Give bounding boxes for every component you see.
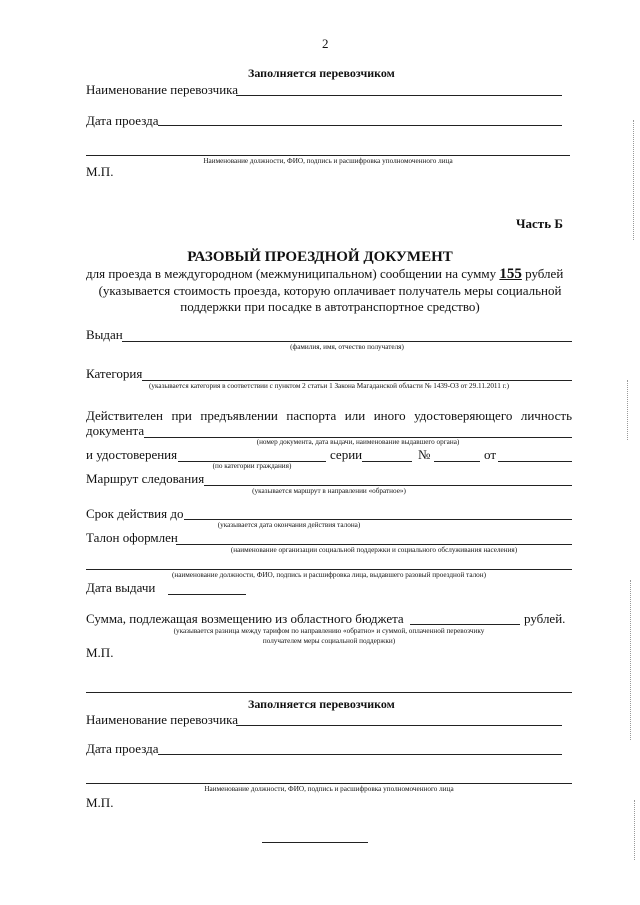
scan-edge-dots (627, 380, 628, 440)
closing-rule (262, 842, 368, 843)
bottom-signature-line[interactable] (86, 783, 572, 784)
issued-by-caption: (наименование организации социальной поддержки и социального обслуживания населения) (230, 546, 518, 554)
scan-edge-dots (633, 120, 634, 240)
series-field[interactable] (362, 461, 412, 462)
bottom-trip-date-label: Дата проезда (86, 741, 159, 756)
category-label: Категория (86, 366, 143, 381)
route-label: Маршрут следования (86, 471, 205, 486)
document-label: документа (86, 423, 145, 438)
doc-line1-before: для проезда в междугородном (межмуниципальном) сообщении на сумму (86, 266, 497, 281)
bottom-stamp: М.П. (86, 795, 114, 810)
issued-label: Выдан (86, 327, 123, 342)
reimburse-label: Сумма, подлежащая возмещению из областного бюджета (86, 611, 404, 626)
issuer-sign-line[interactable] (86, 569, 572, 570)
issue-date-label: Дата выдачи (86, 580, 156, 595)
top-signature-line[interactable] (86, 155, 570, 156)
valid-until-field[interactable] (184, 519, 572, 520)
number-field[interactable] (434, 461, 480, 462)
doc-line1 (86, 266, 563, 283)
scan-edge-dots (634, 800, 635, 860)
issued-by-field[interactable] (176, 544, 572, 545)
document-title: РАЗОВЫЙ ПРОЕЗДНОЙ ДОКУМЕНТ (187, 249, 453, 265)
valid-until-label: Срок действия до (86, 506, 184, 521)
top-carrier-name-field[interactable] (236, 95, 562, 96)
bottom-signature-caption: Наименование должности, ФИО, подпись и расшифровка уполномоченного лица (204, 785, 454, 793)
bottom-carrier-heading: Заполняется перевозчиком (248, 697, 395, 711)
doc-amount: 155 (499, 266, 522, 282)
issue-date-field[interactable] (168, 594, 246, 595)
certificate-label: и удостоверения (86, 447, 178, 462)
issued-field[interactable] (122, 341, 572, 342)
top-carrier-name-label: Наименование перевозчика (86, 82, 239, 97)
top-signature-caption: Наименование должности, ФИО, подпись и расшифровка уполномоченного лица (203, 157, 453, 165)
part-label: Часть Б (516, 216, 563, 231)
doc-line1-after: рублей (525, 266, 564, 281)
page-number: 2 (322, 36, 329, 51)
bottom-trip-date-field[interactable] (158, 754, 562, 755)
reimburse-unit: рублей. (524, 611, 566, 626)
from-field[interactable] (498, 461, 572, 462)
issued-caption: (фамилия, имя, отчество получателя) (290, 343, 404, 351)
number-label: № (418, 447, 431, 462)
bottom-separator (86, 692, 572, 693)
certificate-caption: (по категории граждания) (212, 462, 292, 470)
issuer-sign-caption: (наименование должности, ФИО, подпись и расшифровка лица, выдавшего разовый проездной талон) (171, 571, 487, 579)
category-field[interactable] (142, 380, 572, 381)
route-caption: (указывается маршрут в направлении «обратное») (252, 487, 406, 495)
top-carrier-heading: Заполняется перевозчиком (248, 66, 395, 80)
top-trip-date-label: Дата проезда (86, 113, 159, 128)
from-label: от (484, 447, 497, 462)
valid-text: Действителен при предъявлении паспорта или иного удостоверяющего личность (86, 408, 572, 423)
top-trip-date-field[interactable] (158, 125, 562, 126)
part-b-stamp: М.П. (86, 645, 114, 660)
scan-edge-dots (630, 580, 631, 740)
bottom-carrier-name-field[interactable] (236, 725, 562, 726)
issued-by-label: Талон оформлен (86, 530, 178, 545)
doc-line3: поддержки при посадке в автотранспортное средство) (180, 299, 480, 314)
category-caption: (указывается категория в соответствии с пунктом 2 статьи 1 Закона Магаданской области № 1439-ОЗ от 29.11.2011 г.) (149, 382, 509, 390)
doc-line2: (указывается стоимость проезда, которую оплачивает получатель меры социальной (98, 283, 562, 298)
bottom-carrier-name-label: Наименование перевозчика (86, 712, 239, 727)
series-label: серии (330, 447, 363, 462)
document-caption: (номер документа, дата выдачи, наименование выдавшего органа) (256, 438, 460, 446)
route-field[interactable] (204, 485, 572, 486)
reimburse-field[interactable] (410, 624, 520, 625)
reimburse-caption1: (указывается разница между тарифом по направлению «обратно» и суммой, оплаченной перевозчику (173, 627, 485, 635)
top-stamp: М.П. (86, 164, 114, 179)
valid-until-caption: (указывается дата окончания действия талона) (217, 521, 361, 529)
reimburse-caption2: получателем меры социальной поддержки) (262, 637, 396, 645)
